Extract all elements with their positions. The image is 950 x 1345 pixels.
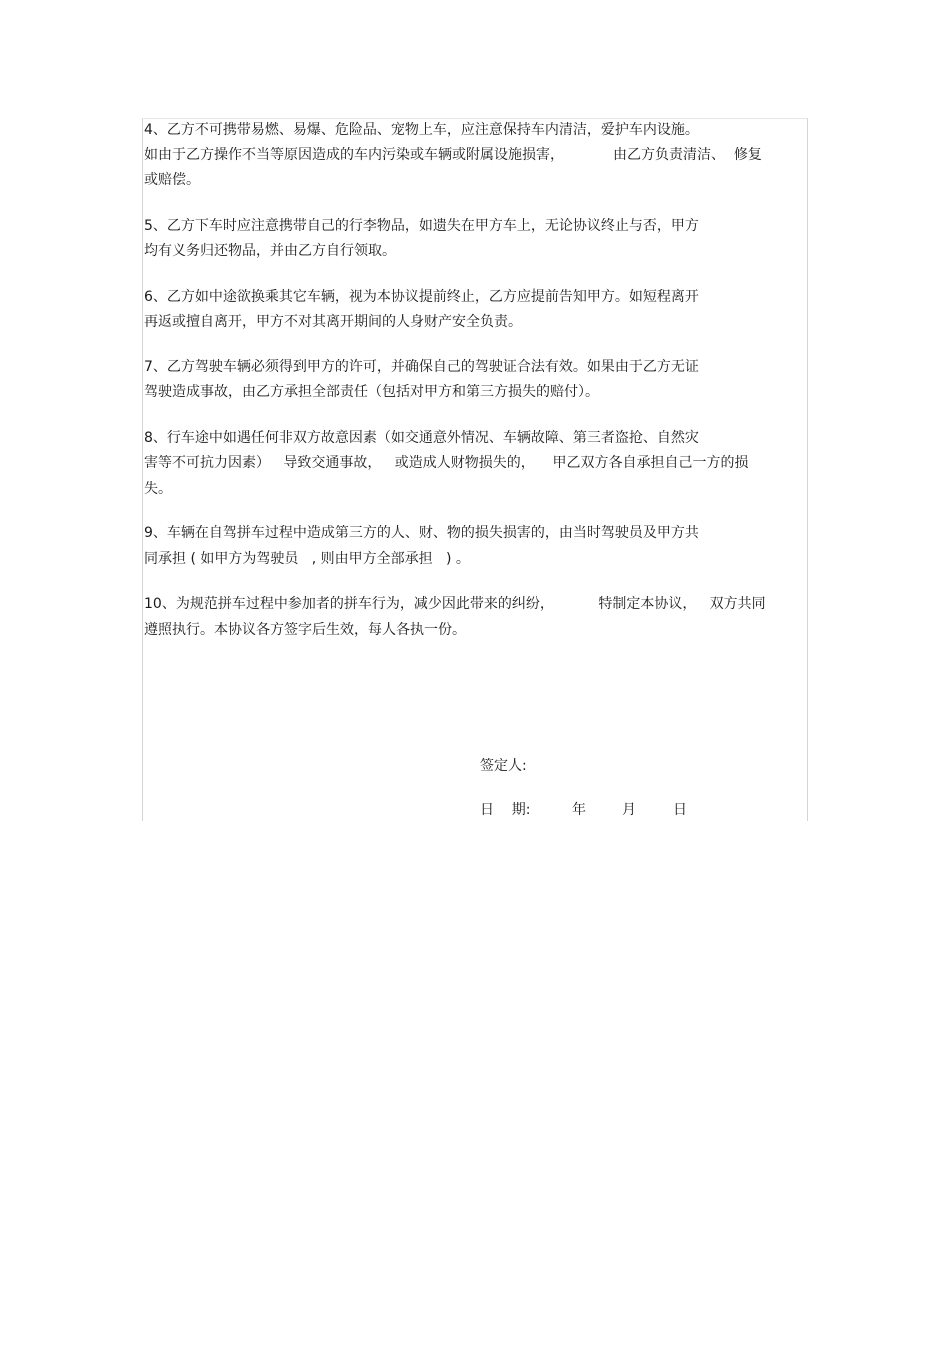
clause-9-line-2: 同承担 ( 如甲方为驾驶员 , 则由甲方全部承担 ) 。 xyxy=(144,551,470,567)
clause-4-line-3: 或赔偿。 xyxy=(144,172,200,188)
clause-9-line-1: 9、车辆在自驾拼车过程中造成第三方的人、财、物的损失损害的，由当时驾驶员及甲方共 xyxy=(144,525,699,541)
clause-6-line-1: 6、乙方如中途欲换乘其它车辆，视为本协议提前终止，乙方应提前告知甲方。如短程离开 xyxy=(144,289,699,305)
clause-5-line-1: 5、乙方下车时应注意携带自己的行李物品，如遗失在甲方车上，无论协议终止与否，甲方 xyxy=(144,218,699,234)
clause-7-line-1: 7、乙方驾驶车辆必须得到甲方的许可，并确保自己的驾驶证合法有效。如果由于乙方无证 xyxy=(144,359,699,375)
clause-4-line-2: 如由于乙方操作不当等原因造成的车内污染或车辆或附属设施损害， 由乙方负责清洁、 修复 xyxy=(144,147,762,163)
date-label: 日 期: xyxy=(480,802,531,818)
signer-label: 签定人: xyxy=(480,758,527,774)
clause-8-line-3: 失。 xyxy=(144,481,172,497)
clause-4-line-1: 4、乙方不可携带易燃、易爆、危险品、宠物上车，应注意保持车内清洁，爱护车内设施。 xyxy=(144,122,699,138)
clause-10-line-1: 10、为规范拼车过程中参加者的拼车行为，减少因此带来的纠纷， 特制定本协议， 双方共同 xyxy=(144,596,766,612)
date-day: 日 xyxy=(673,802,687,818)
clause-8-line-2: 害等不可抗力因素） 导致交通事故， 或造成人财物损失的， 甲乙双方各自承担自己一方的损 xyxy=(144,455,749,471)
clause-10-line-2: 遵照执行。本协议各方签字后生效，每人各执一份。 xyxy=(144,622,466,638)
clause-8-line-1: 8、行车途中如遇任何非双方故意因素（如交通意外情况、车辆故障、第三者盗抢、自然灾 xyxy=(144,430,699,446)
date-year: 年 xyxy=(572,802,586,818)
date-month: 月 xyxy=(622,802,636,818)
clause-6-line-2: 再返或擅自离开，甲方不对其离开期间的人身财产安全负责。 xyxy=(144,314,522,330)
clause-7-line-2: 驾驶造成事故，由乙方承担全部责任（包括对甲方和第三方损失的赔付）。 xyxy=(144,384,599,400)
clause-5-line-2: 均有义务归还物品，并由乙方自行领取。 xyxy=(144,243,396,259)
